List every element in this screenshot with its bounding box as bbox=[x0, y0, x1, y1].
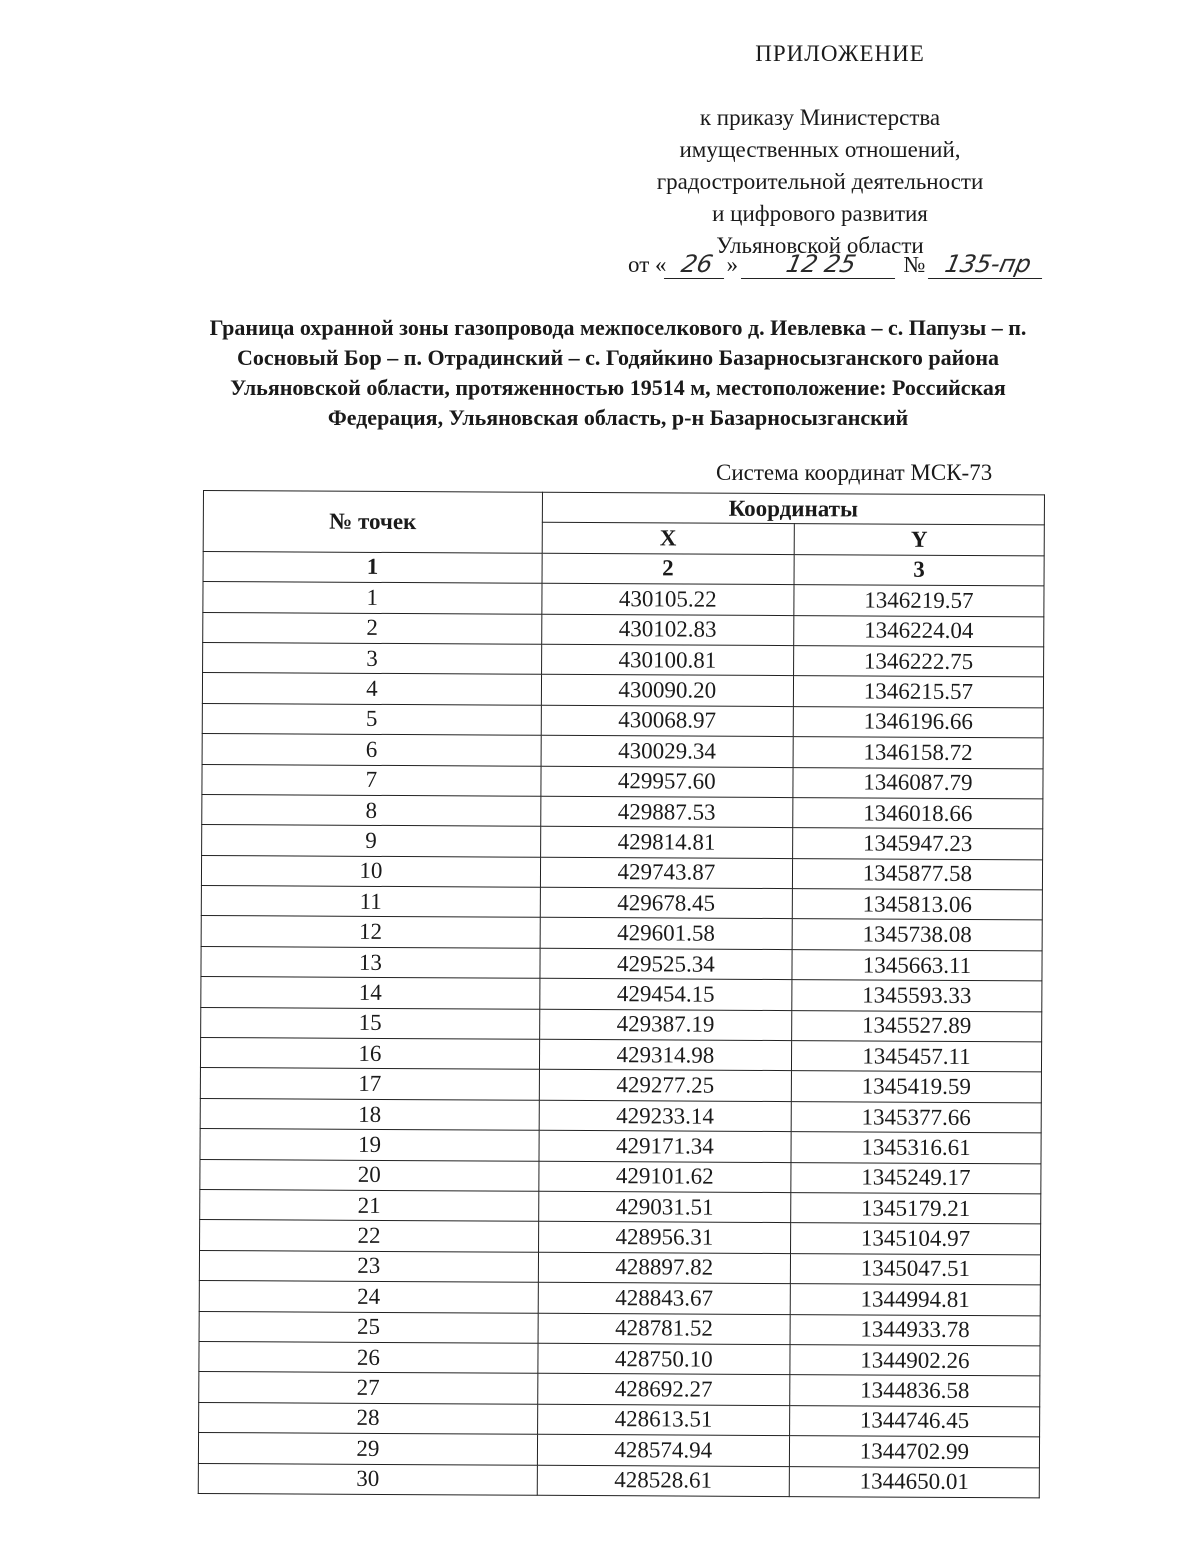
x-coordinate-cell: 429233.14 bbox=[539, 1100, 791, 1132]
y-coordinate-cell: 1345947.23 bbox=[792, 828, 1042, 860]
point-number-cell: 20 bbox=[200, 1159, 539, 1191]
point-number-cell: 12 bbox=[201, 916, 540, 948]
table-row bbox=[200, 1189, 1041, 1224]
point-number-cell: 7 bbox=[202, 764, 541, 796]
y-coordinate-cell: 1344650.01 bbox=[789, 1466, 1039, 1498]
table-row bbox=[201, 916, 1042, 951]
y-coordinate-cell: 1345377.66 bbox=[791, 1101, 1041, 1133]
table-row bbox=[199, 1311, 1040, 1346]
y-coordinate-cell: 1344702.99 bbox=[789, 1436, 1039, 1468]
x-coordinate-cell: 429171.34 bbox=[539, 1130, 791, 1162]
table-row bbox=[200, 1129, 1041, 1164]
coordinate-system-label: Система координат МСК-73 bbox=[716, 460, 993, 485]
y-coordinate-cell: 1345179.21 bbox=[791, 1193, 1041, 1225]
table-row bbox=[201, 886, 1042, 921]
table-row bbox=[200, 1038, 1041, 1073]
point-number-cell: 13 bbox=[201, 946, 540, 978]
order-prefix: от « bbox=[628, 252, 667, 277]
x-coordinate-cell: 430068.97 bbox=[541, 705, 793, 737]
y-coordinate-cell: 1345457.11 bbox=[791, 1041, 1041, 1073]
point-number-cell: 9 bbox=[202, 825, 541, 857]
y-coordinate-cell: 1346158.72 bbox=[793, 737, 1043, 769]
column-number: 1 bbox=[203, 551, 542, 583]
x-coordinate-cell: 429101.62 bbox=[539, 1161, 791, 1193]
point-number-cell: 2 bbox=[203, 612, 542, 644]
x-coordinate-cell: 429887.53 bbox=[541, 796, 793, 828]
x-coordinate-cell: 428781.52 bbox=[538, 1313, 790, 1345]
table-row bbox=[199, 1341, 1040, 1376]
x-coordinate-cell: 430102.83 bbox=[542, 614, 794, 646]
table-row bbox=[202, 734, 1043, 769]
column-number: 3 bbox=[794, 554, 1044, 586]
point-number-cell: 14 bbox=[201, 977, 540, 1009]
point-number-cell: 30 bbox=[198, 1463, 537, 1495]
x-coordinate-cell: 428897.82 bbox=[538, 1252, 790, 1284]
x-coordinate-cell: 429277.25 bbox=[539, 1070, 791, 1102]
point-number-cell: 16 bbox=[200, 1038, 539, 1070]
point-number-cell: 26 bbox=[199, 1341, 538, 1373]
point-number-cell: 4 bbox=[202, 673, 541, 705]
appendix-line: и цифрового развития bbox=[712, 201, 928, 226]
x-coordinate-cell: 429031.51 bbox=[538, 1191, 790, 1223]
appendix-line: имущественных отношений, bbox=[679, 137, 961, 162]
order-month-handwritten: 12 25 bbox=[741, 250, 901, 279]
order-date-line bbox=[628, 250, 1045, 279]
x-coordinate-cell: 429314.98 bbox=[539, 1039, 791, 1071]
y-coordinate-cell: 1344902.26 bbox=[790, 1345, 1040, 1377]
table-row bbox=[200, 1098, 1041, 1133]
table-row bbox=[202, 673, 1043, 708]
point-number-cell: 24 bbox=[199, 1281, 538, 1313]
table-row bbox=[203, 612, 1044, 647]
y-coordinate-cell: 1345527.89 bbox=[792, 1010, 1042, 1042]
point-number-cell: 25 bbox=[199, 1311, 538, 1343]
x-coordinate-cell: 429957.60 bbox=[541, 766, 793, 798]
y-coordinate-cell: 1344933.78 bbox=[790, 1314, 1040, 1346]
appendix-line: градостроительной деятельности bbox=[656, 169, 984, 194]
x-coordinate-cell: 428843.67 bbox=[538, 1282, 790, 1314]
order-day-handwritten: 26 bbox=[663, 250, 729, 279]
coordinates-table bbox=[198, 490, 1045, 1498]
y-coordinate-cell: 1345663.11 bbox=[792, 949, 1042, 981]
x-coordinate-cell: 430100.81 bbox=[541, 644, 793, 676]
order-number-handwritten: 135-пр bbox=[928, 250, 1048, 279]
table-row bbox=[201, 946, 1042, 981]
header-points: № точек bbox=[203, 491, 542, 554]
point-number-cell: 29 bbox=[198, 1433, 537, 1465]
point-number-cell: 28 bbox=[199, 1402, 538, 1434]
table-row bbox=[199, 1281, 1040, 1316]
point-number-cell: 6 bbox=[202, 734, 541, 766]
table-row bbox=[199, 1250, 1040, 1285]
y-coordinate-cell: 1345249.17 bbox=[791, 1162, 1041, 1194]
point-number-cell: 22 bbox=[200, 1220, 539, 1252]
table-row bbox=[201, 1007, 1042, 1042]
y-coordinate-cell: 1346224.04 bbox=[794, 615, 1044, 647]
y-coordinate-cell: 1346018.66 bbox=[793, 797, 1043, 829]
header-coordinates: Координаты bbox=[542, 492, 1044, 525]
header-y: Y bbox=[794, 524, 1044, 556]
point-number-cell: 18 bbox=[200, 1098, 539, 1130]
x-coordinate-cell: 430105.22 bbox=[542, 583, 794, 615]
x-coordinate-cell: 429814.81 bbox=[540, 827, 792, 859]
y-coordinate-cell: 1346087.79 bbox=[793, 767, 1043, 799]
table-row bbox=[199, 1372, 1040, 1407]
table-row bbox=[199, 1402, 1040, 1437]
point-number-cell: 11 bbox=[201, 886, 540, 918]
y-coordinate-cell: 1344836.58 bbox=[790, 1375, 1040, 1407]
x-coordinate-cell: 429601.58 bbox=[540, 918, 792, 950]
y-coordinate-cell: 1346219.57 bbox=[794, 585, 1044, 617]
y-coordinate-cell: 1346222.75 bbox=[793, 646, 1043, 678]
point-number-cell: 21 bbox=[200, 1189, 539, 1221]
appendix-line: Ульяновской области bbox=[716, 233, 924, 258]
x-coordinate-cell: 428750.10 bbox=[538, 1343, 790, 1375]
y-coordinate-cell: 1345316.61 bbox=[791, 1132, 1041, 1164]
y-coordinate-cell: 1345877.58 bbox=[792, 858, 1042, 890]
table-row bbox=[198, 1463, 1039, 1498]
table-row bbox=[202, 703, 1043, 738]
point-number-cell: 8 bbox=[202, 794, 541, 826]
y-coordinate-cell: 1345419.59 bbox=[791, 1071, 1041, 1103]
x-coordinate-cell: 428574.94 bbox=[537, 1434, 789, 1466]
appendix-title: ПРИЛОЖЕНИЕ bbox=[755, 41, 925, 66]
y-coordinate-cell: 1344994.81 bbox=[790, 1284, 1040, 1316]
x-coordinate-cell: 429525.34 bbox=[540, 948, 792, 980]
table-row bbox=[198, 1433, 1039, 1468]
y-coordinate-cell: 1346215.57 bbox=[793, 676, 1043, 708]
y-coordinate-cell: 1345047.51 bbox=[790, 1253, 1040, 1285]
x-coordinate-cell: 429743.87 bbox=[540, 857, 792, 889]
table-row bbox=[203, 642, 1044, 677]
point-number-cell: 17 bbox=[200, 1068, 539, 1100]
point-number-cell: 3 bbox=[203, 642, 542, 674]
x-coordinate-cell: 429678.45 bbox=[540, 887, 792, 919]
table-row bbox=[202, 764, 1043, 799]
point-number-cell: 10 bbox=[201, 855, 540, 887]
x-coordinate-cell: 428528.61 bbox=[537, 1465, 789, 1497]
appendix-line: к приказу Министерства bbox=[699, 105, 941, 130]
point-number-cell: 15 bbox=[201, 1007, 540, 1039]
y-coordinate-cell: 1346196.66 bbox=[793, 706, 1043, 738]
x-coordinate-cell: 429387.19 bbox=[539, 1009, 791, 1041]
table-row bbox=[202, 825, 1043, 860]
y-coordinate-cell: 1345593.33 bbox=[792, 980, 1042, 1012]
point-number-cell: 5 bbox=[202, 703, 541, 735]
table-row bbox=[200, 1159, 1041, 1194]
order-mid: » bbox=[726, 252, 738, 277]
column-number: 2 bbox=[542, 553, 794, 585]
coordinates-table-body bbox=[198, 582, 1044, 1498]
order-number-label: № bbox=[903, 252, 926, 277]
table-row bbox=[201, 855, 1042, 890]
point-number-cell: 1 bbox=[203, 582, 542, 614]
appendix-block bbox=[590, 38, 1050, 262]
x-coordinate-cell: 428692.27 bbox=[538, 1374, 790, 1406]
point-number-cell: 27 bbox=[199, 1372, 538, 1404]
y-coordinate-cell: 1344746.45 bbox=[789, 1405, 1039, 1437]
x-coordinate-cell: 428956.31 bbox=[538, 1222, 790, 1254]
point-number-cell: 19 bbox=[200, 1129, 539, 1161]
y-coordinate-cell: 1345104.97 bbox=[790, 1223, 1040, 1255]
header-x: X bbox=[542, 523, 794, 555]
table-row bbox=[200, 1220, 1041, 1255]
table-row bbox=[201, 977, 1042, 1012]
x-coordinate-cell: 430090.20 bbox=[541, 675, 793, 707]
x-coordinate-cell: 428613.51 bbox=[537, 1404, 789, 1436]
table-row bbox=[203, 582, 1044, 617]
y-coordinate-cell: 1345738.08 bbox=[792, 919, 1042, 951]
x-coordinate-cell: 429454.15 bbox=[540, 979, 792, 1011]
table-row bbox=[200, 1068, 1041, 1103]
y-coordinate-cell: 1345813.06 bbox=[792, 889, 1042, 921]
document-title: Граница охранной зоны газопровода межпоселкового д. Иевлевка – с. Папузы – п. Сосновый Бор – п. Отрадинский – с. Годяйкино Базарносызганского района Ульяновской области, протяженностью 19514 м, местоположение: Российская Федерация, Ульяновская область, р-н Базарносызганский bbox=[209, 315, 1027, 430]
table-row bbox=[202, 794, 1043, 829]
point-number-cell: 23 bbox=[199, 1250, 538, 1282]
x-coordinate-cell: 430029.34 bbox=[541, 735, 793, 767]
